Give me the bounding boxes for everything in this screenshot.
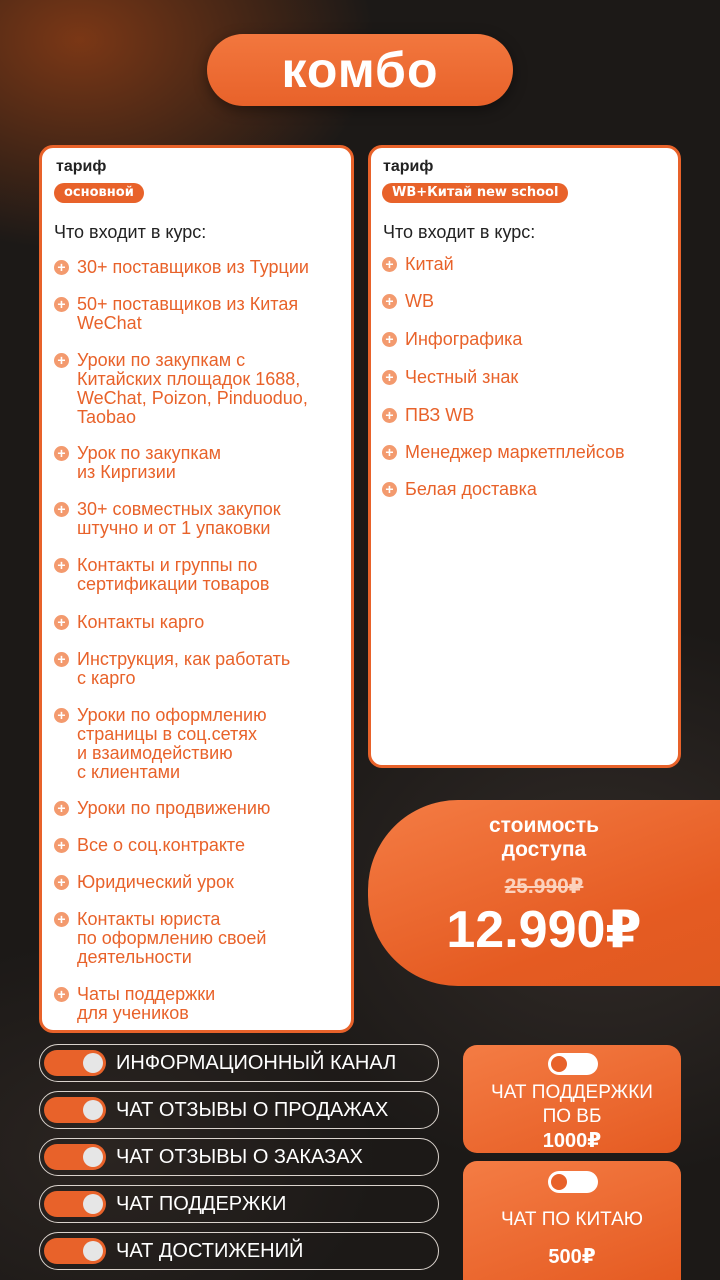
plus-icon: + (382, 445, 397, 460)
toggle-label: ЧАТ ОТЗЫВЫ О ПРОДАЖАХ (116, 1098, 389, 1121)
tariff-label: тариф (383, 158, 434, 175)
feature-text: Инструкция, как работать с карго (77, 649, 291, 688)
feature-item (54, 613, 204, 632)
feature-item (54, 873, 234, 892)
page-title: комбо (207, 34, 513, 106)
plus-icon: + (54, 297, 69, 312)
feature-item (54, 351, 308, 427)
feature-item (54, 650, 290, 688)
feature-item (382, 330, 522, 349)
feature-text: Все о соц.контракте (77, 835, 245, 855)
feature-item (54, 799, 270, 818)
toggle-row[interactable] (39, 1185, 439, 1223)
plus-icon: + (54, 652, 69, 667)
toggle-row[interactable] (39, 1044, 439, 1082)
feature-text: Чаты поддержки для учеников (77, 984, 216, 1023)
toggle-knob (83, 1147, 103, 1167)
feature-text: Белая доставка (405, 479, 537, 499)
price-block (368, 800, 720, 986)
tariff-badge: WB+Китай new school (382, 183, 568, 203)
new-price: 12.990₽ (446, 901, 642, 959)
toggle-knob (83, 1053, 103, 1073)
feature-item (382, 368, 518, 387)
feature-item (54, 985, 215, 1023)
course-heading: Что входит в курс: (383, 222, 536, 242)
plus-icon: + (382, 370, 397, 385)
tariff-badge: основной (54, 183, 144, 203)
toggle-row[interactable] (39, 1232, 439, 1270)
toggle-knob (83, 1241, 103, 1261)
plus-icon: + (54, 615, 69, 630)
feature-text: 30+ поставщиков из Турции (77, 257, 309, 277)
feature-text: Урок по закупкам из Киргизии (77, 443, 222, 482)
addon-card-china-chat[interactable] (463, 1161, 681, 1280)
plus-icon: + (54, 446, 69, 461)
plus-icon: + (54, 987, 69, 1002)
toggle-knob (83, 1194, 103, 1214)
addon-name: ЧАТ ПОДДЕРЖКИ ПО ВБ (491, 1082, 653, 1127)
feature-text: Менеджер маркетплейсов (405, 442, 625, 462)
feature-item (382, 443, 625, 462)
feature-text: 50+ поставщиков из Китая WeChat (77, 294, 299, 333)
addon-price: 1000₽ (542, 1130, 602, 1152)
plus-icon: + (54, 260, 69, 275)
feature-item (382, 292, 434, 311)
plus-icon: + (54, 558, 69, 573)
feature-item (54, 706, 267, 782)
plus-icon: + (54, 502, 69, 517)
feature-text: WB (405, 291, 434, 311)
plus-icon: + (382, 257, 397, 272)
price-label: стоимость доступа (488, 814, 600, 861)
feature-item (54, 295, 298, 333)
feature-text: Инфографика (405, 329, 523, 349)
toggle-row[interactable] (39, 1091, 439, 1129)
feature-text: ПВЗ WB (405, 405, 475, 425)
toggle-switch[interactable] (44, 1238, 106, 1264)
plus-icon: + (382, 482, 397, 497)
toggle-knob (83, 1100, 103, 1120)
feature-text: Китай (405, 254, 454, 274)
old-price: 25.990₽ (504, 875, 584, 898)
toggle-label: ЧАТ ДОСТИЖЕНИЙ (116, 1239, 304, 1262)
toggle-switch[interactable] (44, 1050, 106, 1076)
feature-item (54, 836, 245, 855)
feature-item (54, 500, 281, 538)
toggle-label: ЧАТ ОТЗЫВЫ О ЗАКАЗАХ (116, 1145, 363, 1168)
feature-item (54, 910, 266, 967)
toggle-label: ИНФОРМАЦИОННЫЙ КАНАЛ (116, 1051, 397, 1074)
feature-text: 30+ совместных закупок штучно и от 1 упаковки (77, 499, 281, 538)
plus-icon: + (54, 801, 69, 816)
feature-text: Юридический урок (77, 872, 234, 892)
plus-icon: + (54, 838, 69, 853)
toggle-switch[interactable] (44, 1144, 106, 1170)
feature-text: Контакты юриста по оформлению своей деятельности (77, 909, 267, 967)
addon-toggle[interactable] (548, 1053, 598, 1075)
feature-text: Уроки по оформлению страницы в соц.сетях и взаимодействию с клиентами (77, 705, 267, 782)
toggle-knob (551, 1056, 567, 1072)
tariff-card-basic (39, 145, 354, 1033)
feature-item (54, 556, 270, 594)
plus-icon: + (382, 294, 397, 309)
plus-icon: + (54, 875, 69, 890)
tariff-label: тариф (56, 158, 107, 175)
feature-item (54, 444, 221, 482)
toggle-knob (551, 1174, 567, 1190)
feature-item (382, 255, 454, 274)
plus-icon: + (382, 332, 397, 347)
feature-item (382, 406, 474, 425)
plus-icon: + (54, 912, 69, 927)
feature-text: Контакты карго (77, 612, 205, 632)
feature-text: Уроки по продвижению (77, 798, 271, 818)
feature-item (54, 258, 309, 277)
addon-card-wb-support[interactable] (463, 1045, 681, 1153)
tariff-card-wb-china (368, 145, 681, 768)
feature-text: Честный знак (405, 367, 519, 387)
plus-icon: + (382, 408, 397, 423)
plus-icon: + (54, 708, 69, 723)
feature-text: Контакты и группы по сертификации товаров (77, 555, 270, 594)
addon-name: ЧАТ ПО КИТАЮ (500, 1209, 644, 1230)
toggle-row[interactable] (39, 1138, 439, 1176)
feature-text: Уроки по закупкам с Китайских площадок 1688, WeChat, Poizon, Pinduoduo, Taobao (77, 350, 308, 427)
addon-price: 500₽ (548, 1246, 596, 1268)
course-heading: Что входит в курс: (54, 222, 207, 242)
plus-icon: + (54, 353, 69, 368)
addon-toggle[interactable] (548, 1171, 598, 1193)
feature-item (382, 480, 537, 499)
toggle-switch[interactable] (44, 1191, 106, 1217)
toggle-switch[interactable] (44, 1097, 106, 1123)
toggle-label: ЧАТ ПОДДЕРЖКИ (116, 1192, 287, 1215)
